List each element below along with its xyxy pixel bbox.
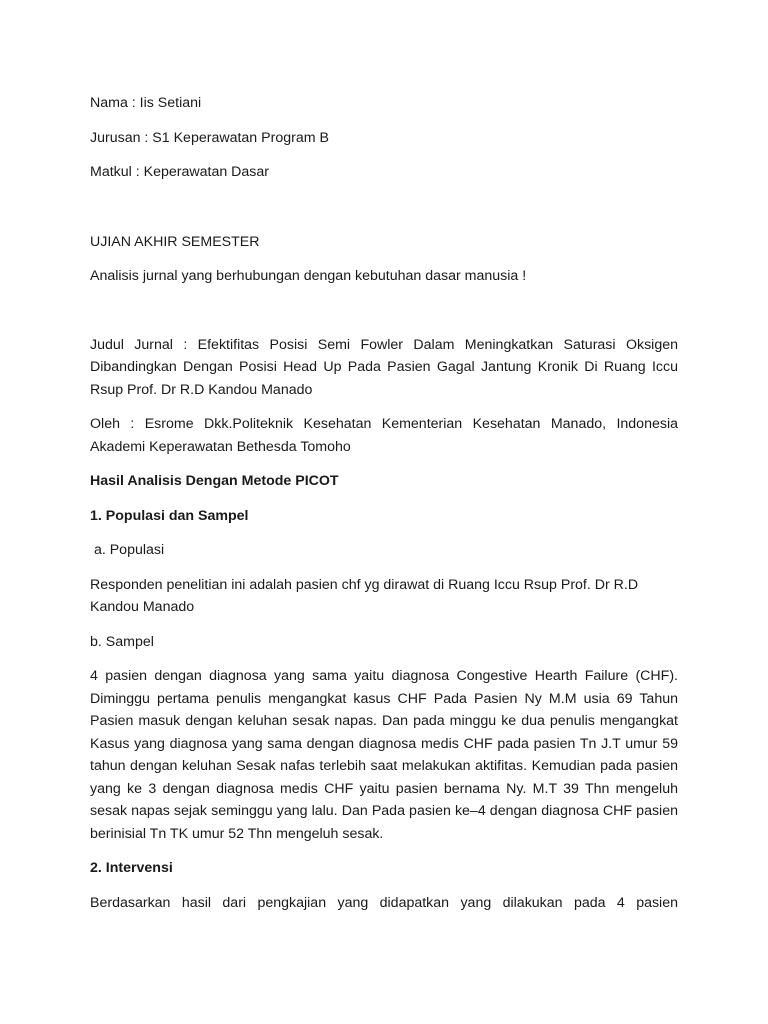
- exam-instruction: Analisis jurnal yang berhubungan dengan kebutuhan dasar manusia !: [90, 268, 527, 284]
- subheading-sampel: b. Sampel: [90, 633, 154, 650]
- student-name: Nama : Iis Setiani: [90, 95, 202, 111]
- populasi-text: Responden penelitian ini adalah pasien chf yg dirawat di Ruang Iccu Rsup Prof. Dr R.D Kandou Manado: [90, 576, 639, 615]
- exam-title: UJIAN AKHIR SEMESTER: [90, 233, 260, 250]
- journal-title: Judul Jurnal : Efektifitas Posisi Semi Fowler Dalam Meningkatkan Saturasi Oksigen Dibandingkan Dengan Posisi Head Up Pada Pasien Gagal Jantung Kronik Di Ruang Iccu Rsup Prof. Dr R.D Kandou Manado: [90, 336, 678, 398]
- course-name: Matkul : Keperawatan Dasar: [90, 164, 270, 180]
- section-populasi-sampel-heading: 1. Populasi dan Sampel: [90, 507, 249, 524]
- subheading-populasi: a. Populasi: [90, 542, 165, 558]
- document-page: [90, 92, 678, 914]
- journal-author: Oleh : Esrome Dkk.Politeknik Kesehatan Kementerian Kesehatan Manado, Indonesia Akademi Keperawatan Bethesda Tomoho: [90, 416, 678, 455]
- student-major: Jurusan : S1 Keperawatan Program B: [90, 129, 329, 146]
- analysis-heading: Hasil Analisis Dengan Metode PICOT: [90, 473, 339, 489]
- sampel-text: 4 pasien dengan diagnosa yang sama yaitu diagnosa Congestive Hearth Failure (CHF). Diminggu pertama penulis mengangkat kasus CHF Pada Pasien Ny M.M usia 69 Tahun Pasien masuk dengan keluhan sesak napas. Dan pada minggu ke dua penulis mengangkat Kasus yang diagnosa yang sama dengan diagnosa medis CHF pada pasien Tn J.T umur 59 tahun dengan keluhan Sesak nafas terlebih saat melakukan aktifitas. Kemudian pada pasien yang ke 3 dengan diagnosa medis CHF yaitu pasien bernama Ny. M.T 39 Thn mengeluh sesak napas sejak seminggu yang lalu. Dan Pada pasien ke–4 dengan diagnosa CHF pasien berinisial Tn TK umur 52 Thn mengeluh sesak.: [90, 668, 678, 842]
- intervensi-text: Berdasarkan hasil dari pengkajian yang didapatkan yang dilakukan pada 4 pasien: [90, 894, 678, 911]
- section-intervensi-heading: 2. Intervensi: [90, 860, 173, 876]
